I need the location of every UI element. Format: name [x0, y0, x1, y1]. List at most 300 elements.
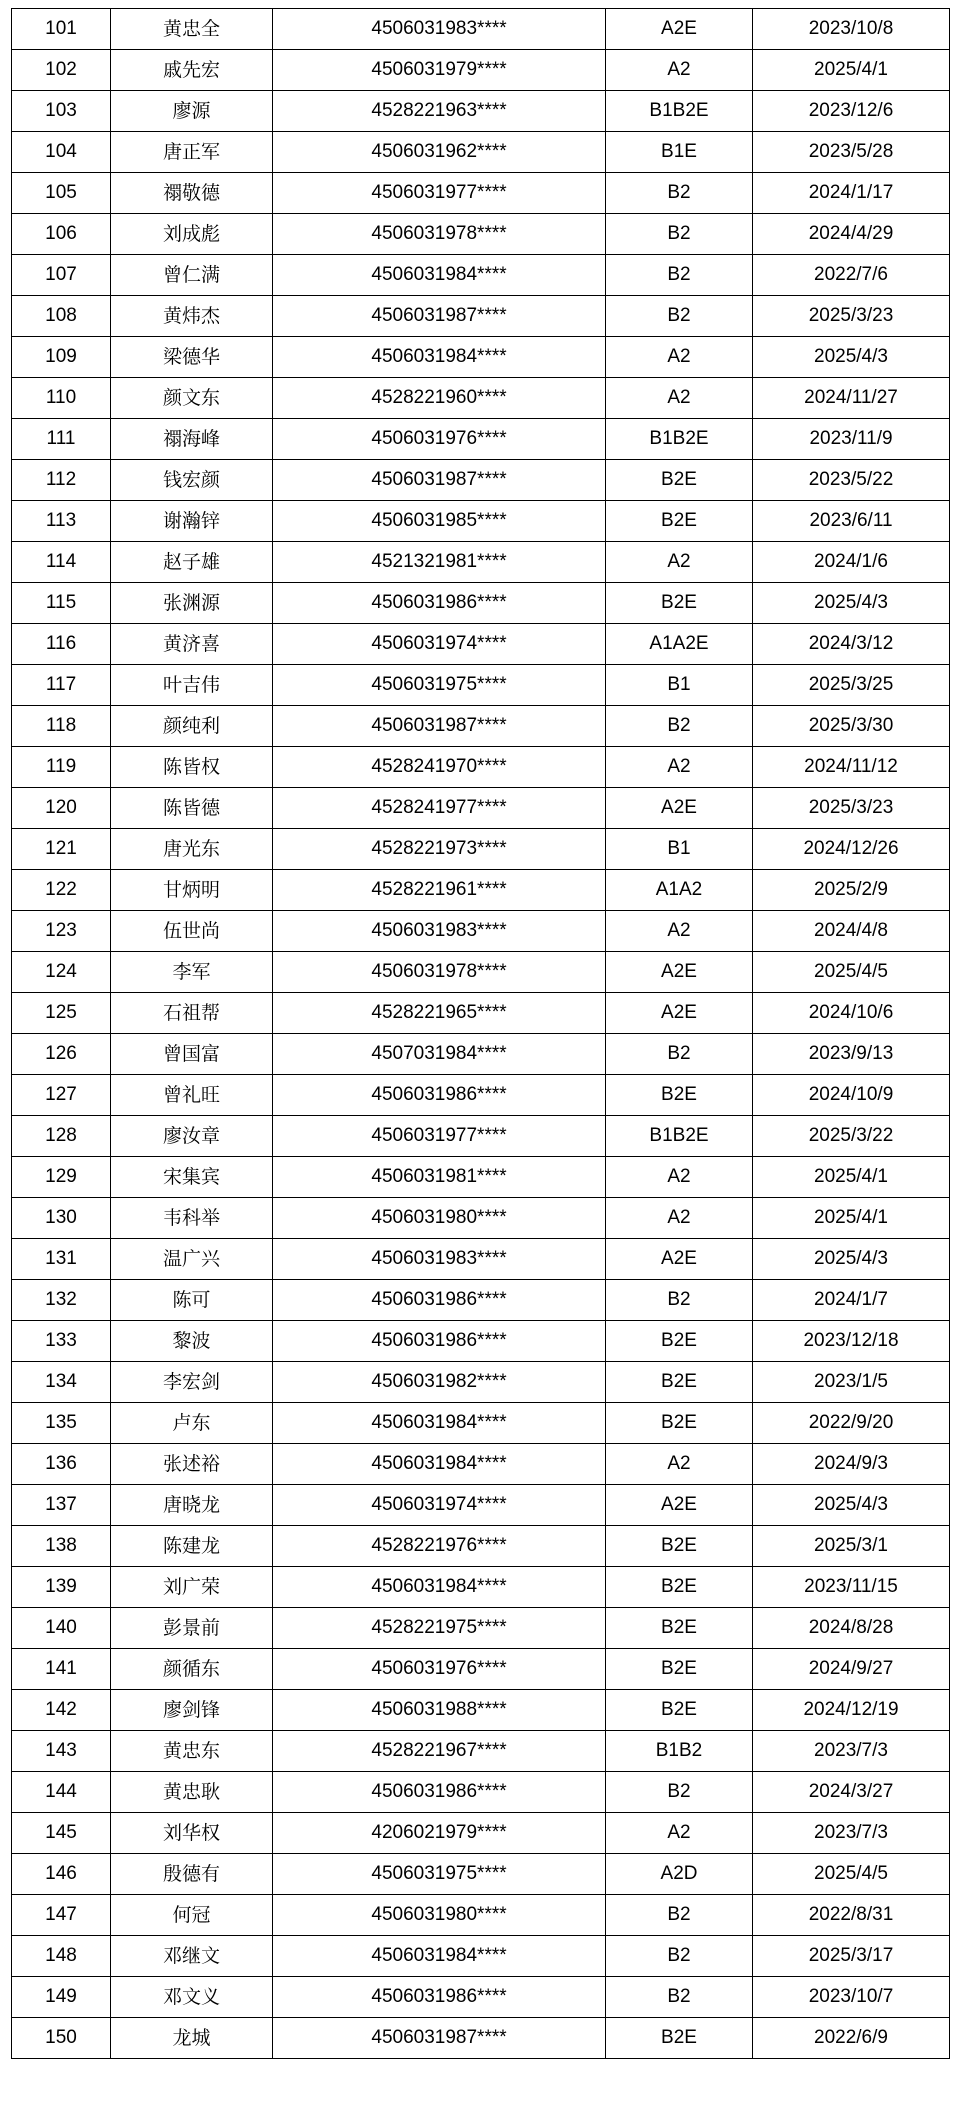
license-class-cell: B2E [606, 1526, 753, 1567]
person-name-cell: 颜循东 [111, 1649, 273, 1690]
table-row [12, 665, 950, 706]
id-number-cell: 4506031976**** [273, 419, 606, 460]
date-cell: 2025/3/1 [753, 1526, 950, 1567]
row-number-cell: 102 [12, 50, 111, 91]
license-class-cell: B2E [606, 583, 753, 624]
table-row [12, 1649, 950, 1690]
date-cell: 2024/12/26 [753, 829, 950, 870]
table-row [12, 214, 950, 255]
table-row [12, 1362, 950, 1403]
id-number-cell: 4506031986**** [273, 1075, 606, 1116]
date-cell: 2023/6/11 [753, 501, 950, 542]
license-class-cell: B2E [606, 1649, 753, 1690]
person-name-cell: 黄忠耿 [111, 1772, 273, 1813]
id-number-cell: 4528221963**** [273, 91, 606, 132]
row-number-cell: 142 [12, 1690, 111, 1731]
id-number-cell: 4506031987**** [273, 706, 606, 747]
id-number-cell: 4521321981**** [273, 542, 606, 583]
row-number-cell: 149 [12, 1977, 111, 2018]
license-class-cell: A2E [606, 1239, 753, 1280]
person-name-cell: 卢东 [111, 1403, 273, 1444]
id-number-cell: 4506031987**** [273, 460, 606, 501]
license-class-cell: A2 [606, 378, 753, 419]
table-row [12, 829, 950, 870]
table-row [12, 993, 950, 1034]
row-number-cell: 147 [12, 1895, 111, 1936]
table-row [12, 1034, 950, 1075]
date-cell: 2023/9/13 [753, 1034, 950, 1075]
row-number-cell: 129 [12, 1157, 111, 1198]
license-class-cell: A2 [606, 1198, 753, 1239]
license-class-cell: B2E [606, 1690, 753, 1731]
id-number-cell: 4528221976**** [273, 1526, 606, 1567]
table-row [12, 1977, 950, 2018]
person-name-cell: 禤敬德 [111, 173, 273, 214]
table-row [12, 1444, 950, 1485]
date-cell: 2022/8/31 [753, 1895, 950, 1936]
person-name-cell: 张述裕 [111, 1444, 273, 1485]
license-class-cell: A2E [606, 1485, 753, 1526]
id-number-cell: 4506031983**** [273, 1239, 606, 1280]
id-number-cell: 4506031986**** [273, 583, 606, 624]
license-class-cell: B2 [606, 706, 753, 747]
row-number-cell: 112 [12, 460, 111, 501]
row-number-cell: 127 [12, 1075, 111, 1116]
id-number-cell: 4506031974**** [273, 624, 606, 665]
table-row [12, 870, 950, 911]
table-row [12, 1157, 950, 1198]
table-row [12, 9, 950, 50]
person-name-cell: 刘成彪 [111, 214, 273, 255]
table-row [12, 91, 950, 132]
person-name-cell: 龙城 [111, 2018, 273, 2059]
table-row [12, 2018, 950, 2059]
id-number-cell: 4506031987**** [273, 296, 606, 337]
table-row [12, 337, 950, 378]
id-number-cell: 4506031974**** [273, 1485, 606, 1526]
row-number-cell: 139 [12, 1567, 111, 1608]
row-number-cell: 114 [12, 542, 111, 583]
row-number-cell: 136 [12, 1444, 111, 1485]
person-name-cell: 谢瀚锌 [111, 501, 273, 542]
id-number-cell: 4506031976**** [273, 1649, 606, 1690]
row-number-cell: 128 [12, 1116, 111, 1157]
row-number-cell: 148 [12, 1936, 111, 1977]
table-row [12, 255, 950, 296]
license-class-cell: A2 [606, 911, 753, 952]
id-number-cell: 4506031985**** [273, 501, 606, 542]
row-number-cell: 116 [12, 624, 111, 665]
license-class-cell: B2 [606, 255, 753, 296]
license-class-cell: A2D [606, 1854, 753, 1895]
row-number-cell: 146 [12, 1854, 111, 1895]
person-name-cell: 颜纯利 [111, 706, 273, 747]
person-name-cell: 彭景前 [111, 1608, 273, 1649]
person-name-cell: 温广兴 [111, 1239, 273, 1280]
license-class-cell: B2 [606, 296, 753, 337]
row-number-cell: 101 [12, 9, 111, 50]
person-name-cell: 伍世尚 [111, 911, 273, 952]
date-cell: 2025/3/30 [753, 706, 950, 747]
license-class-cell: B2 [606, 1034, 753, 1075]
date-cell: 2023/11/15 [753, 1567, 950, 1608]
id-number-cell: 4506031980**** [273, 1895, 606, 1936]
license-class-cell: B2 [606, 1772, 753, 1813]
license-class-cell: B2E [606, 1362, 753, 1403]
table-row [12, 1485, 950, 1526]
table-row [12, 1731, 950, 1772]
license-class-cell: A2 [606, 542, 753, 583]
id-number-cell: 4506031977**** [273, 173, 606, 214]
date-cell: 2025/3/23 [753, 788, 950, 829]
id-number-cell: 4506031978**** [273, 952, 606, 993]
person-name-cell: 黄炜杰 [111, 296, 273, 337]
table-row [12, 1075, 950, 1116]
license-class-cell: B2E [606, 2018, 753, 2059]
date-cell: 2022/6/9 [753, 2018, 950, 2059]
license-class-cell: B2 [606, 173, 753, 214]
id-number-cell: 4506031983**** [273, 911, 606, 952]
person-name-cell: 陈皆德 [111, 788, 273, 829]
id-number-cell: 4506031984**** [273, 1403, 606, 1444]
license-class-cell: A2E [606, 9, 753, 50]
date-cell: 2024/11/12 [753, 747, 950, 788]
license-class-cell: A1A2E [606, 624, 753, 665]
license-class-cell: B2 [606, 214, 753, 255]
row-number-cell: 111 [12, 419, 111, 460]
license-class-cell: A2 [606, 1157, 753, 1198]
date-cell: 2025/3/23 [753, 296, 950, 337]
person-name-cell: 石祖帮 [111, 993, 273, 1034]
date-cell: 2025/4/1 [753, 1198, 950, 1239]
person-name-cell: 廖源 [111, 91, 273, 132]
date-cell: 2024/1/17 [753, 173, 950, 214]
date-cell: 2024/10/9 [753, 1075, 950, 1116]
person-name-cell: 黄忠全 [111, 9, 273, 50]
row-number-cell: 145 [12, 1813, 111, 1854]
row-number-cell: 135 [12, 1403, 111, 1444]
table-row [12, 1198, 950, 1239]
row-number-cell: 123 [12, 911, 111, 952]
date-cell: 2023/11/9 [753, 419, 950, 460]
license-class-cell: A2E [606, 993, 753, 1034]
date-cell: 2025/4/3 [753, 337, 950, 378]
row-number-cell: 107 [12, 255, 111, 296]
person-name-cell: 黄济喜 [111, 624, 273, 665]
row-number-cell: 130 [12, 1198, 111, 1239]
license-class-cell: A2 [606, 337, 753, 378]
row-number-cell: 120 [12, 788, 111, 829]
table-row [12, 1116, 950, 1157]
date-cell: 2025/4/1 [753, 50, 950, 91]
row-number-cell: 138 [12, 1526, 111, 1567]
license-class-cell: B2 [606, 1936, 753, 1977]
table-row [12, 952, 950, 993]
person-name-cell: 梁德华 [111, 337, 273, 378]
person-name-cell: 韦科举 [111, 1198, 273, 1239]
person-name-cell: 甘炳明 [111, 870, 273, 911]
date-cell: 2024/1/7 [753, 1280, 950, 1321]
table-row [12, 788, 950, 829]
date-cell: 2024/1/6 [753, 542, 950, 583]
person-name-cell: 唐正军 [111, 132, 273, 173]
date-cell: 2023/12/18 [753, 1321, 950, 1362]
license-class-cell: B2 [606, 1895, 753, 1936]
row-number-cell: 133 [12, 1321, 111, 1362]
table-row [12, 583, 950, 624]
person-name-cell: 殷德有 [111, 1854, 273, 1895]
id-number-cell: 4506031984**** [273, 337, 606, 378]
row-number-cell: 121 [12, 829, 111, 870]
license-class-cell: B2E [606, 1075, 753, 1116]
person-name-cell: 曾礼旺 [111, 1075, 273, 1116]
row-number-cell: 131 [12, 1239, 111, 1280]
row-number-cell: 108 [12, 296, 111, 337]
table-row [12, 132, 950, 173]
date-cell: 2023/10/8 [753, 9, 950, 50]
date-cell: 2024/8/28 [753, 1608, 950, 1649]
id-number-cell: 4506031977**** [273, 1116, 606, 1157]
id-number-cell: 4506031980**** [273, 1198, 606, 1239]
person-name-cell: 赵子雄 [111, 542, 273, 583]
person-name-cell: 唐光东 [111, 829, 273, 870]
id-number-cell: 4506031984**** [273, 1567, 606, 1608]
table-row [12, 624, 950, 665]
date-cell: 2023/10/7 [753, 1977, 950, 2018]
person-name-cell: 何冠 [111, 1895, 273, 1936]
license-class-cell: B2E [606, 1321, 753, 1362]
person-name-cell: 廖汝章 [111, 1116, 273, 1157]
license-class-cell: B1B2E [606, 91, 753, 132]
table-row [12, 542, 950, 583]
person-name-cell: 李宏剑 [111, 1362, 273, 1403]
table-row [12, 1608, 950, 1649]
date-cell: 2025/2/9 [753, 870, 950, 911]
id-number-cell: 4506031988**** [273, 1690, 606, 1731]
table-row [12, 378, 950, 419]
id-number-cell: 4506031975**** [273, 1854, 606, 1895]
row-number-cell: 122 [12, 870, 111, 911]
id-number-cell: 4506031981**** [273, 1157, 606, 1198]
table-row [12, 1690, 950, 1731]
date-cell: 2024/11/27 [753, 378, 950, 419]
license-class-cell: B2 [606, 1977, 753, 2018]
date-cell: 2025/4/3 [753, 1485, 950, 1526]
license-class-cell: B1B2E [606, 419, 753, 460]
license-class-cell: B1 [606, 829, 753, 870]
id-number-cell: 4506031986**** [273, 1977, 606, 2018]
id-number-cell: 4528221961**** [273, 870, 606, 911]
license-class-cell: A2 [606, 1813, 753, 1854]
id-number-cell: 4528221967**** [273, 1731, 606, 1772]
driver-roster-table [11, 8, 950, 2059]
license-class-cell: B2E [606, 1403, 753, 1444]
person-name-cell: 廖剑锋 [111, 1690, 273, 1731]
table-row [12, 296, 950, 337]
person-name-cell: 陈可 [111, 1280, 273, 1321]
person-name-cell: 张渊源 [111, 583, 273, 624]
row-number-cell: 141 [12, 1649, 111, 1690]
person-name-cell: 叶吉伟 [111, 665, 273, 706]
table-row [12, 706, 950, 747]
table-row [12, 501, 950, 542]
license-class-cell: B2 [606, 1280, 753, 1321]
id-number-cell: 4528221975**** [273, 1608, 606, 1649]
id-number-cell: 4506031986**** [273, 1321, 606, 1362]
date-cell: 2024/12/19 [753, 1690, 950, 1731]
license-class-cell: A2E [606, 788, 753, 829]
person-name-cell: 黎波 [111, 1321, 273, 1362]
table-row [12, 419, 950, 460]
person-name-cell: 颜文东 [111, 378, 273, 419]
date-cell: 2024/4/29 [753, 214, 950, 255]
id-number-cell: 4506031987**** [273, 2018, 606, 2059]
date-cell: 2024/10/6 [753, 993, 950, 1034]
date-cell: 2022/7/6 [753, 255, 950, 296]
row-number-cell: 115 [12, 583, 111, 624]
row-number-cell: 126 [12, 1034, 111, 1075]
row-number-cell: 104 [12, 132, 111, 173]
id-number-cell: 4506031978**** [273, 214, 606, 255]
license-class-cell: A2 [606, 50, 753, 91]
person-name-cell: 曾国富 [111, 1034, 273, 1075]
table-row [12, 747, 950, 788]
row-number-cell: 118 [12, 706, 111, 747]
date-cell: 2025/3/25 [753, 665, 950, 706]
license-class-cell: B1E [606, 132, 753, 173]
person-name-cell: 禤海峰 [111, 419, 273, 460]
license-class-cell: B2E [606, 501, 753, 542]
id-number-cell: 4528241970**** [273, 747, 606, 788]
date-cell: 2023/5/22 [753, 460, 950, 501]
table-row [12, 1526, 950, 1567]
table-row [12, 50, 950, 91]
row-number-cell: 117 [12, 665, 111, 706]
table-row [12, 1854, 950, 1895]
row-number-cell: 140 [12, 1608, 111, 1649]
person-name-cell: 曾仁满 [111, 255, 273, 296]
id-number-cell: 4506031984**** [273, 1444, 606, 1485]
date-cell: 2024/3/12 [753, 624, 950, 665]
id-number-cell: 4506031979**** [273, 50, 606, 91]
row-number-cell: 125 [12, 993, 111, 1034]
id-number-cell: 4506031986**** [273, 1772, 606, 1813]
id-number-cell: 4528221960**** [273, 378, 606, 419]
person-name-cell: 邓文义 [111, 1977, 273, 2018]
row-number-cell: 124 [12, 952, 111, 993]
id-number-cell: 4506031986**** [273, 1280, 606, 1321]
date-cell: 2025/4/5 [753, 1854, 950, 1895]
date-cell: 2025/4/1 [753, 1157, 950, 1198]
id-number-cell: 4507031984**** [273, 1034, 606, 1075]
license-class-cell: B2E [606, 460, 753, 501]
license-class-cell: B2E [606, 1608, 753, 1649]
date-cell: 2025/4/3 [753, 1239, 950, 1280]
date-cell: 2024/9/3 [753, 1444, 950, 1485]
license-class-cell: B2E [606, 1567, 753, 1608]
person-name-cell: 戚先宏 [111, 50, 273, 91]
date-cell: 2022/9/20 [753, 1403, 950, 1444]
person-name-cell: 陈建龙 [111, 1526, 273, 1567]
license-class-cell: A2 [606, 747, 753, 788]
table-row [12, 1772, 950, 1813]
row-number-cell: 132 [12, 1280, 111, 1321]
license-class-cell: A2E [606, 952, 753, 993]
id-number-cell: 4528221973**** [273, 829, 606, 870]
id-number-cell: 4506031984**** [273, 255, 606, 296]
table-row [12, 173, 950, 214]
row-number-cell: 137 [12, 1485, 111, 1526]
table-row [12, 911, 950, 952]
table-row [12, 1567, 950, 1608]
row-number-cell: 144 [12, 1772, 111, 1813]
table-row [12, 1280, 950, 1321]
roster-table-body [12, 9, 950, 2059]
table-row [12, 1239, 950, 1280]
table-row [12, 1321, 950, 1362]
table-row [12, 1403, 950, 1444]
date-cell: 2024/9/27 [753, 1649, 950, 1690]
row-number-cell: 143 [12, 1731, 111, 1772]
person-name-cell: 黄忠东 [111, 1731, 273, 1772]
person-name-cell: 邓继文 [111, 1936, 273, 1977]
table-row [12, 1895, 950, 1936]
id-number-cell: 4506031984**** [273, 1936, 606, 1977]
date-cell: 2023/1/5 [753, 1362, 950, 1403]
date-cell: 2023/7/3 [753, 1731, 950, 1772]
date-cell: 2023/5/28 [753, 132, 950, 173]
row-number-cell: 113 [12, 501, 111, 542]
id-number-cell: 4206021979**** [273, 1813, 606, 1854]
date-cell: 2023/12/6 [753, 91, 950, 132]
row-number-cell: 105 [12, 173, 111, 214]
date-cell: 2023/7/3 [753, 1813, 950, 1854]
person-name-cell: 刘华权 [111, 1813, 273, 1854]
id-number-cell: 4506031975**** [273, 665, 606, 706]
row-number-cell: 103 [12, 91, 111, 132]
row-number-cell: 106 [12, 214, 111, 255]
person-name-cell: 钱宏颜 [111, 460, 273, 501]
row-number-cell: 150 [12, 2018, 111, 2059]
date-cell: 2025/3/22 [753, 1116, 950, 1157]
person-name-cell: 宋集宾 [111, 1157, 273, 1198]
license-class-cell: A1A2 [606, 870, 753, 911]
row-number-cell: 134 [12, 1362, 111, 1403]
table-row [12, 1813, 950, 1854]
id-number-cell: 4506031962**** [273, 132, 606, 173]
row-number-cell: 110 [12, 378, 111, 419]
person-name-cell: 李军 [111, 952, 273, 993]
license-class-cell: B1 [606, 665, 753, 706]
license-class-cell: A2 [606, 1444, 753, 1485]
person-name-cell: 刘广荣 [111, 1567, 273, 1608]
row-number-cell: 109 [12, 337, 111, 378]
id-number-cell: 4528241977**** [273, 788, 606, 829]
table-row [12, 460, 950, 501]
row-number-cell: 119 [12, 747, 111, 788]
id-number-cell: 4506031983**** [273, 9, 606, 50]
date-cell: 2024/3/27 [753, 1772, 950, 1813]
id-number-cell: 4506031982**** [273, 1362, 606, 1403]
person-name-cell: 陈皆权 [111, 747, 273, 788]
person-name-cell: 唐晓龙 [111, 1485, 273, 1526]
date-cell: 2025/3/17 [753, 1936, 950, 1977]
license-class-cell: B1B2E [606, 1116, 753, 1157]
date-cell: 2025/4/3 [753, 583, 950, 624]
id-number-cell: 4528221965**** [273, 993, 606, 1034]
license-class-cell: B1B2 [606, 1731, 753, 1772]
date-cell: 2025/4/5 [753, 952, 950, 993]
